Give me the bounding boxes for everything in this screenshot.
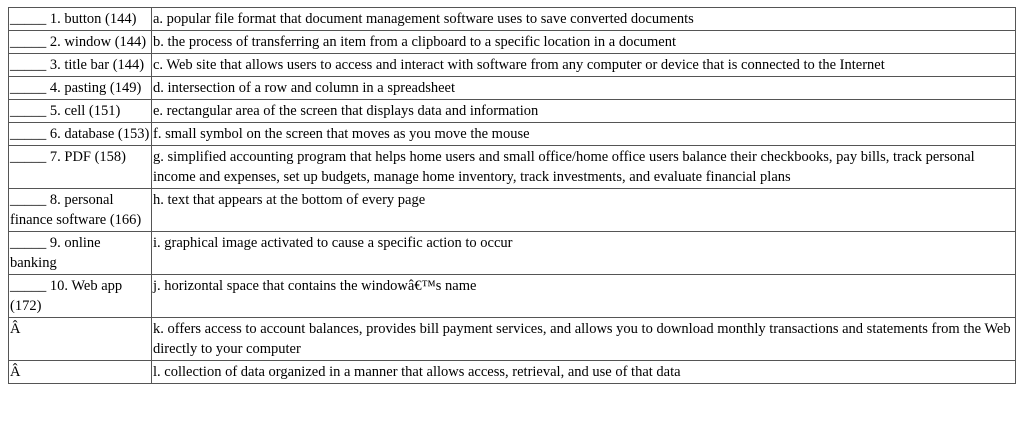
table-row — [9, 31, 1016, 54]
definition-cell: i. graphical image activated to cause a specific action to occur — [152, 232, 1016, 275]
table-row — [9, 100, 1016, 123]
term-cell: _____ 1. button (144) — [9, 8, 152, 31]
definition-cell: b. the process of transferring an item from a clipboard to a specific location in a document — [152, 31, 1016, 54]
term-cell: _____ 4. pasting (149) — [9, 77, 152, 100]
definition-cell: l. collection of data organized in a manner that allows access, retrieval, and use of that data — [152, 361, 1016, 384]
table-row — [9, 189, 1016, 232]
term-cell: _____ 2. window (144) — [9, 31, 152, 54]
term-cell: _____ 7. PDF (158) — [9, 146, 152, 189]
table-row — [9, 146, 1016, 189]
term-cell: _____ 5. cell (151) — [9, 100, 152, 123]
table-row — [9, 318, 1016, 361]
term-cell: _____ 6. database (153) — [9, 123, 152, 146]
table-row — [9, 232, 1016, 275]
definition-cell: k. offers access to account balances, provides bill payment services, and allows you to download monthly transactions and statements from the Web directly to your computer — [152, 318, 1016, 361]
table-row — [9, 8, 1016, 31]
table-row — [9, 54, 1016, 77]
term-cell: Â — [9, 361, 152, 384]
definition-cell: h. text that appears at the bottom of every page — [152, 189, 1016, 232]
table-row — [9, 361, 1016, 384]
definition-cell: j. horizontal space that contains the windowâ€™s name — [152, 275, 1016, 318]
term-cell: _____ 3. title bar (144) — [9, 54, 152, 77]
definition-cell: f. small symbol on the screen that moves as you move the mouse — [152, 123, 1016, 146]
definition-cell: g. simplified accounting program that helps home users and small office/home office users balance their checkbooks, pay bills, track personal income and expenses, set up budgets, manage home inventory, track investments, and evaluate financial plans — [152, 146, 1016, 189]
definition-cell: d. intersection of a row and column in a spreadsheet — [152, 77, 1016, 100]
term-cell: Â — [9, 318, 152, 361]
term-cell: _____ 10. Web app (172) — [9, 275, 152, 318]
table-row — [9, 77, 1016, 100]
definition-cell: a. popular file format that document management software uses to save converted documents — [152, 8, 1016, 31]
matching-table — [8, 7, 1016, 384]
table-row — [9, 275, 1016, 318]
term-cell: _____ 9. online banking — [9, 232, 152, 275]
definition-cell: c. Web site that allows users to access and interact with software from any computer or device that is connected to the Internet — [152, 54, 1016, 77]
definition-cell: e. rectangular area of the screen that displays data and information — [152, 100, 1016, 123]
term-cell: _____ 8. personal finance software (166) — [9, 189, 152, 232]
table-row — [9, 123, 1016, 146]
